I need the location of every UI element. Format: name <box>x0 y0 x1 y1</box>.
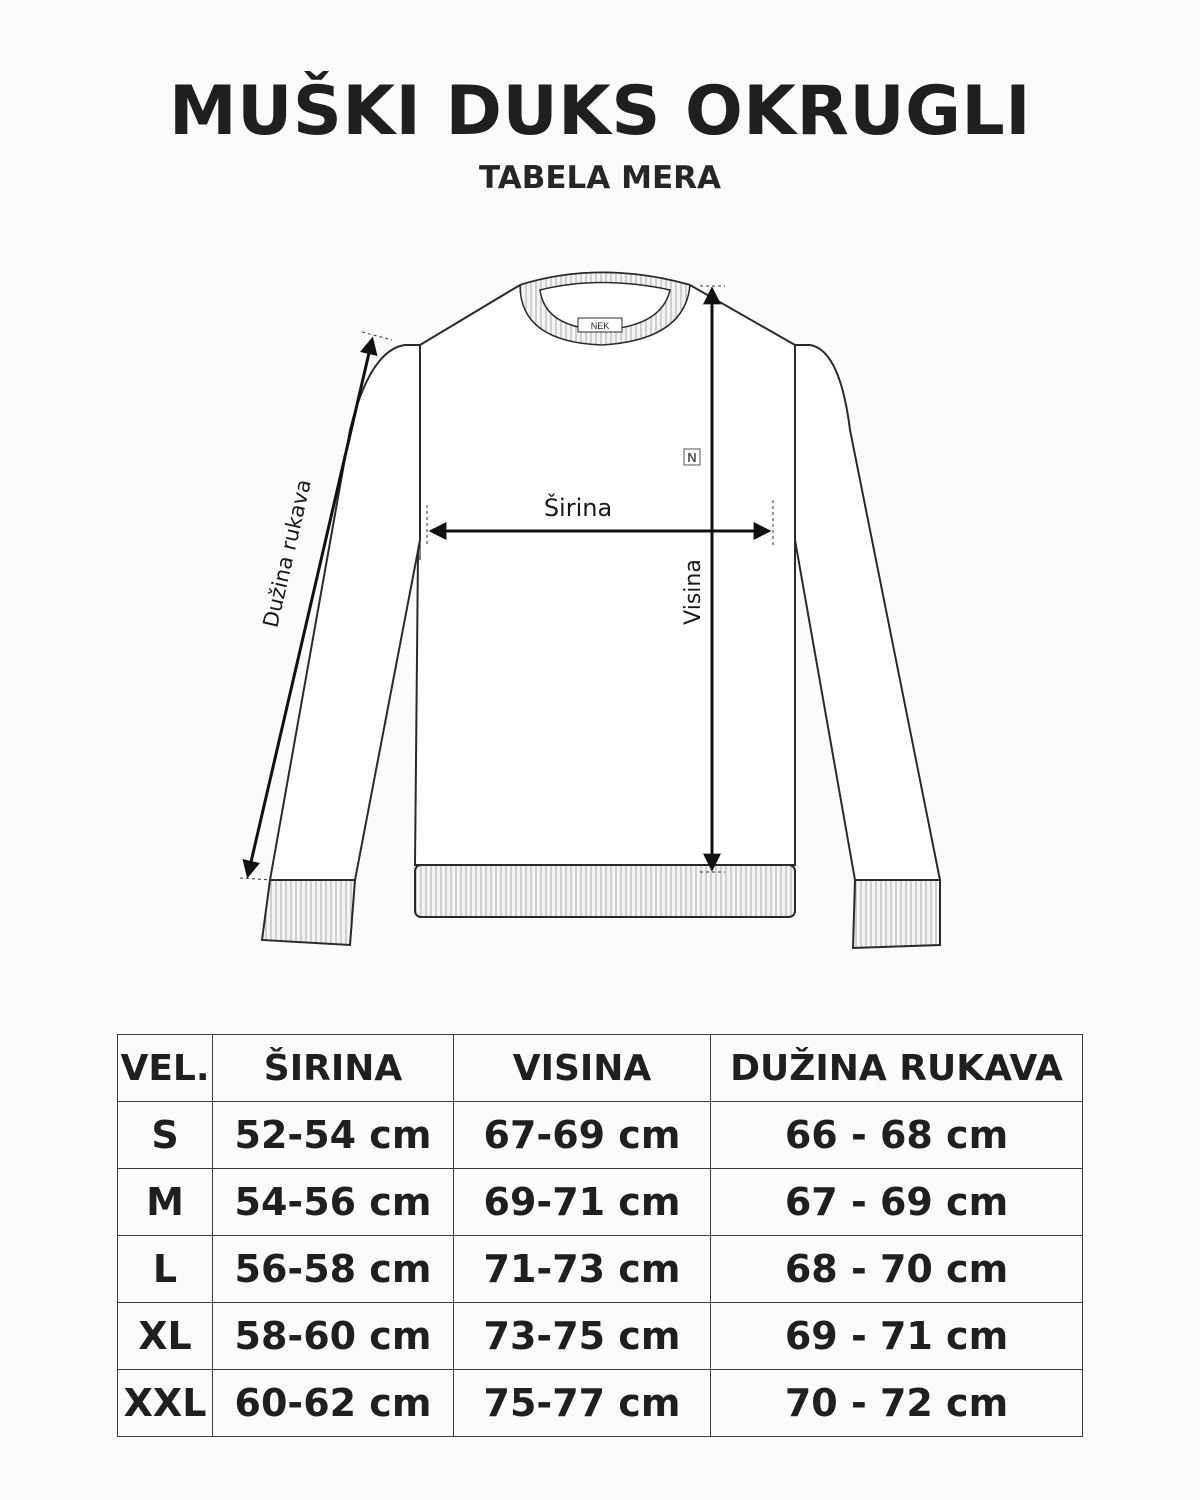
sleeve-label: Dužina rukava <box>258 477 316 630</box>
cell-width: 56-58 cm <box>213 1236 454 1303</box>
cell-height: 71-73 cm <box>454 1236 711 1303</box>
right-cuff <box>853 880 940 948</box>
cell-sleeve-length: 67 - 69 cm <box>711 1169 1083 1236</box>
size-table <box>117 1034 1083 1437</box>
page-title: MUŠKI DUKS OKRUGLI <box>168 72 1032 151</box>
cell-height: 73-75 cm <box>454 1303 711 1370</box>
cell-size: S <box>118 1102 213 1169</box>
cell-height: 67-69 cm <box>454 1102 711 1169</box>
header-size: VEL. <box>118 1035 213 1102</box>
cell-width: 60-62 cm <box>213 1370 454 1437</box>
cell-sleeve-length: 69 - 71 cm <box>711 1303 1083 1370</box>
cell-height: 69-71 cm <box>454 1169 711 1236</box>
table-row <box>118 1169 1083 1236</box>
page-subtitle: TABELA MERA <box>479 160 721 196</box>
chest-logo-letter: N <box>687 450 697 465</box>
cell-size: L <box>118 1236 213 1303</box>
cell-size: XXL <box>118 1370 213 1437</box>
cell-width: 54-56 cm <box>213 1169 454 1236</box>
header-height: VISINA <box>454 1035 711 1102</box>
cell-sleeve-length: 66 - 68 cm <box>711 1102 1083 1169</box>
cell-sleeve-length: 70 - 72 cm <box>711 1370 1083 1437</box>
neck-label-text: NEK <box>590 321 610 331</box>
width-label: Širina <box>543 494 613 522</box>
cell-width: 58-60 cm <box>213 1303 454 1370</box>
table-row <box>118 1303 1083 1370</box>
cell-size: XL <box>118 1303 213 1370</box>
cell-sleeve-length: 68 - 70 cm <box>711 1236 1083 1303</box>
header-sleeve-length: DUŽINA RUKAVA <box>711 1035 1083 1102</box>
sweatshirt-outline <box>270 273 940 881</box>
table-row <box>118 1102 1083 1169</box>
cell-height: 75-77 cm <box>454 1370 711 1437</box>
header-width: ŠIRINA <box>213 1035 454 1102</box>
cell-width: 52-54 cm <box>213 1102 454 1169</box>
cell-size: M <box>118 1169 213 1236</box>
table-header-row <box>118 1035 1083 1102</box>
height-label: Visina <box>681 559 706 625</box>
waist-band <box>415 865 795 917</box>
table-row <box>118 1370 1083 1437</box>
table-row <box>118 1236 1083 1303</box>
left-cuff <box>262 880 355 945</box>
